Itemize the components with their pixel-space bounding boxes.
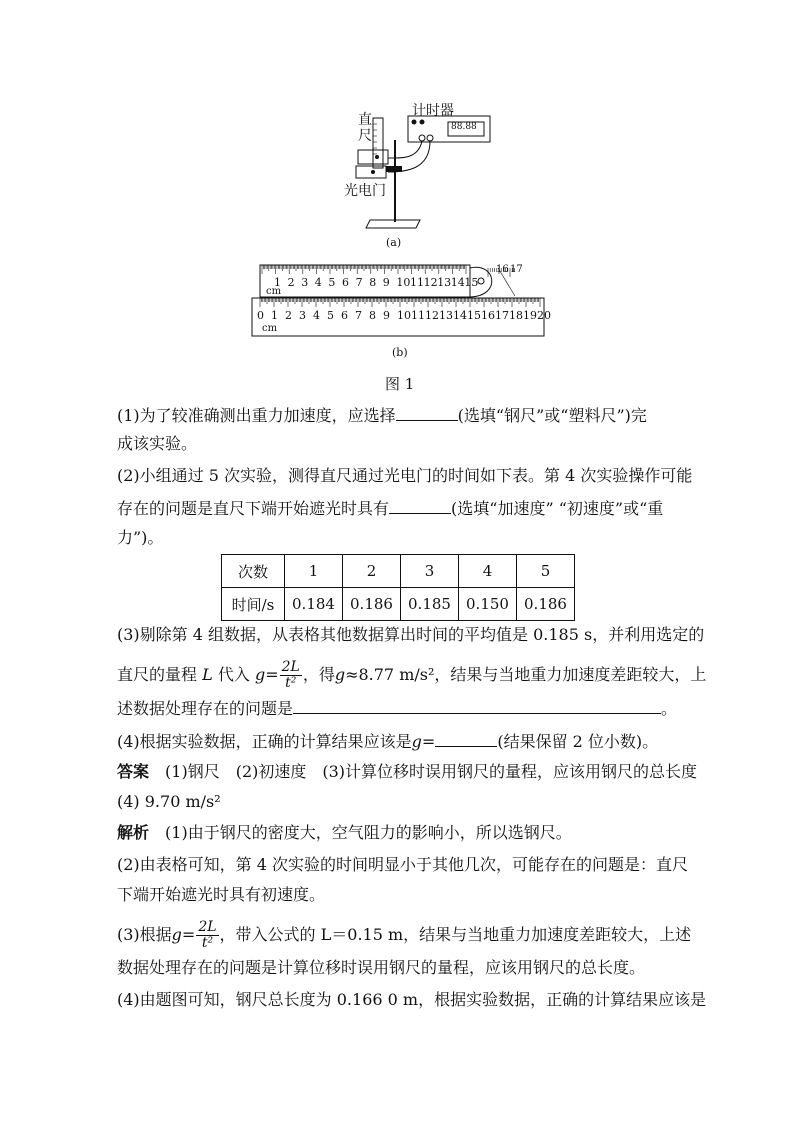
ruler-number: 6 bbox=[341, 309, 348, 322]
q4-line1: (4)根据实验数据，正确的计算结果应该是g= (结果保留 2 位小数)。 bbox=[117, 732, 659, 751]
analysis-p2-line1: (2)由表格可知，第 4 次实验的时间明显小于其他几次，可能存在的问题是：直尺 bbox=[117, 855, 689, 874]
table-cell: 2 bbox=[343, 555, 401, 588]
subfig-b-label: (b) bbox=[392, 346, 408, 359]
wire-1 bbox=[388, 141, 422, 158]
ruler-number: 10 bbox=[397, 309, 411, 322]
ruler-number: 11 bbox=[411, 309, 425, 322]
apparatus-diagram bbox=[240, 100, 560, 370]
q3-line3: 述数据处理存在的问题是 。 bbox=[117, 699, 678, 718]
ruler-number: 1 bbox=[274, 276, 281, 289]
q2-blank bbox=[389, 497, 451, 514]
analysis-p2-line2: 下端开始遮光时具有初速度。 bbox=[117, 885, 326, 904]
table-rowlabel-cell: 时间/s bbox=[222, 588, 285, 621]
ruler-number: 17 bbox=[510, 264, 523, 275]
ruler-number: 0 bbox=[257, 309, 264, 322]
q2-line1: (2)小组通过 5 次实验，测得直尺通过光电门的时间如下表。第 4 次实验操作可能 bbox=[117, 466, 693, 485]
ruler-number: 5 bbox=[328, 276, 336, 289]
gate-label: 光电门 bbox=[344, 183, 386, 199]
ruler-number: 9 bbox=[383, 309, 390, 322]
ruler-number: 13 bbox=[439, 309, 453, 322]
q1-line2: 成该实验。 bbox=[117, 434, 198, 453]
ruler-number: 14 bbox=[453, 309, 467, 322]
ruler-number: 6 bbox=[342, 276, 349, 289]
answer-label: 答案 bbox=[117, 762, 150, 781]
ruler-number: 3 bbox=[301, 276, 309, 289]
analysis-p3-line2: 数据处理存在的问题是计算位移时误用钢尺的量程，应该用钢尺的总长度。 bbox=[117, 958, 646, 977]
ruler-number: 11 bbox=[410, 276, 424, 289]
experiment-figure bbox=[240, 100, 560, 370]
ruler-number: 7 bbox=[355, 309, 362, 322]
ruler-number: 2 bbox=[287, 276, 295, 289]
analysis-p4: (4)由题图可知，钢尺总长度为 0.166 0 m，根据实验数据，正确的计算结果应该是 bbox=[117, 990, 707, 1009]
q1-line1: (1)为了较准确测出重力加速度，应选择 (选填“钢尺”或“塑料尺”)完 bbox=[117, 406, 647, 425]
analysis-label: 解析 bbox=[117, 823, 150, 842]
timer-label: 计时器 bbox=[412, 103, 454, 119]
answer-line1: 答案 (1)钢尺 (2)初速度 (3)计算位移时误用钢尺的量程，应该用钢尺的总长度 bbox=[117, 762, 698, 781]
vertical-ruler bbox=[373, 118, 383, 168]
q4-blank bbox=[435, 730, 497, 747]
table-cell: 5 bbox=[517, 555, 575, 588]
ruler-number: 13 bbox=[437, 276, 452, 289]
ruler-number: 10 bbox=[396, 276, 411, 289]
ruler-number: 4 bbox=[313, 309, 320, 322]
ruler-label: 直尺 bbox=[358, 112, 372, 144]
table-cell: 0.186 bbox=[343, 588, 401, 621]
table-row-header bbox=[222, 555, 575, 588]
ruler-number: 12 bbox=[425, 309, 439, 322]
analysis-fraction: $\frac{2L}{\text{t²}}$ bbox=[198, 919, 217, 951]
figure-caption: 图 1 bbox=[385, 375, 415, 393]
q1-blank bbox=[396, 404, 458, 421]
timer-readout: 88.88 bbox=[451, 122, 477, 132]
time-table bbox=[221, 554, 575, 621]
ruler-number: 7 bbox=[355, 276, 363, 289]
q2-line3: 力”)。 bbox=[117, 528, 164, 547]
ruler-number: 19 bbox=[523, 309, 537, 322]
bottom-unit-label: cm bbox=[262, 323, 278, 334]
subfig-a-label: (a) bbox=[386, 236, 402, 249]
q3-line2: 直尺的量程 L 代入 g= $\frac{2L}{\text{t²}}$ ，得g≈8.77 m/s²，结果与当地重力加速度差距较大，上 bbox=[117, 659, 707, 691]
ruler-number: 8 bbox=[369, 276, 377, 289]
ruler-number: 16 bbox=[481, 309, 495, 322]
top-unit-label: cm bbox=[266, 286, 282, 297]
ruler-number: 5 bbox=[327, 309, 334, 322]
ruler-number: 4 bbox=[314, 276, 322, 289]
table-row-times bbox=[222, 588, 575, 621]
table-cell: 0.184 bbox=[285, 588, 343, 621]
ruler-number: 16 bbox=[496, 264, 509, 275]
q3-blank bbox=[293, 697, 661, 714]
stand-base bbox=[366, 220, 420, 228]
table-cell: 1 bbox=[285, 555, 343, 588]
table-cell: 0.150 bbox=[459, 588, 517, 621]
table-cell: 3 bbox=[401, 555, 459, 588]
analysis-p3-line1: (3)根据g= $\frac{2L}{\text{t²}}$ ，带入公式的 L＝0.15 m，结果与当地重力加速度差距较大，上述 bbox=[117, 919, 692, 951]
ruler-number: 18 bbox=[509, 309, 523, 322]
ruler-number: 20 bbox=[537, 309, 551, 322]
table-cell: 4 bbox=[459, 555, 517, 588]
q2-line2: 存在的问题是直尺下端开始遮光时具有 (选填“加速度” “初速度”或“重 bbox=[117, 499, 664, 518]
ruler-number: 15 bbox=[467, 309, 481, 322]
table-header-cell: 次数 bbox=[222, 555, 285, 588]
ruler-number: 3 bbox=[299, 309, 306, 322]
table-cell: 0.186 bbox=[517, 588, 575, 621]
ruler-number: 15 bbox=[464, 276, 479, 289]
ruler-number: 2 bbox=[285, 309, 292, 322]
ruler-number: 9 bbox=[382, 276, 390, 289]
analysis-p1: 解析 (1)由于钢尺的密度大，空气阻力的影响小，所以选钢尺。 bbox=[117, 823, 572, 842]
ruler-number: 1 bbox=[271, 309, 278, 322]
q3-line1: (3)剔除第 4 组数据，从表格其他数据算出时间的平均值是 0.185 s，并利用选定的 bbox=[117, 625, 705, 644]
table-cell: 0.185 bbox=[401, 588, 459, 621]
ruler-number: 8 bbox=[369, 309, 376, 322]
ruler-number: 14 bbox=[450, 276, 465, 289]
formula-fraction: $\frac{2L}{\text{t²}}$ bbox=[281, 659, 300, 691]
ruler-number: 17 bbox=[495, 309, 509, 322]
answer-line2: (4) 9.70 m/s² bbox=[117, 792, 221, 811]
ruler-number: 12 bbox=[423, 276, 438, 289]
